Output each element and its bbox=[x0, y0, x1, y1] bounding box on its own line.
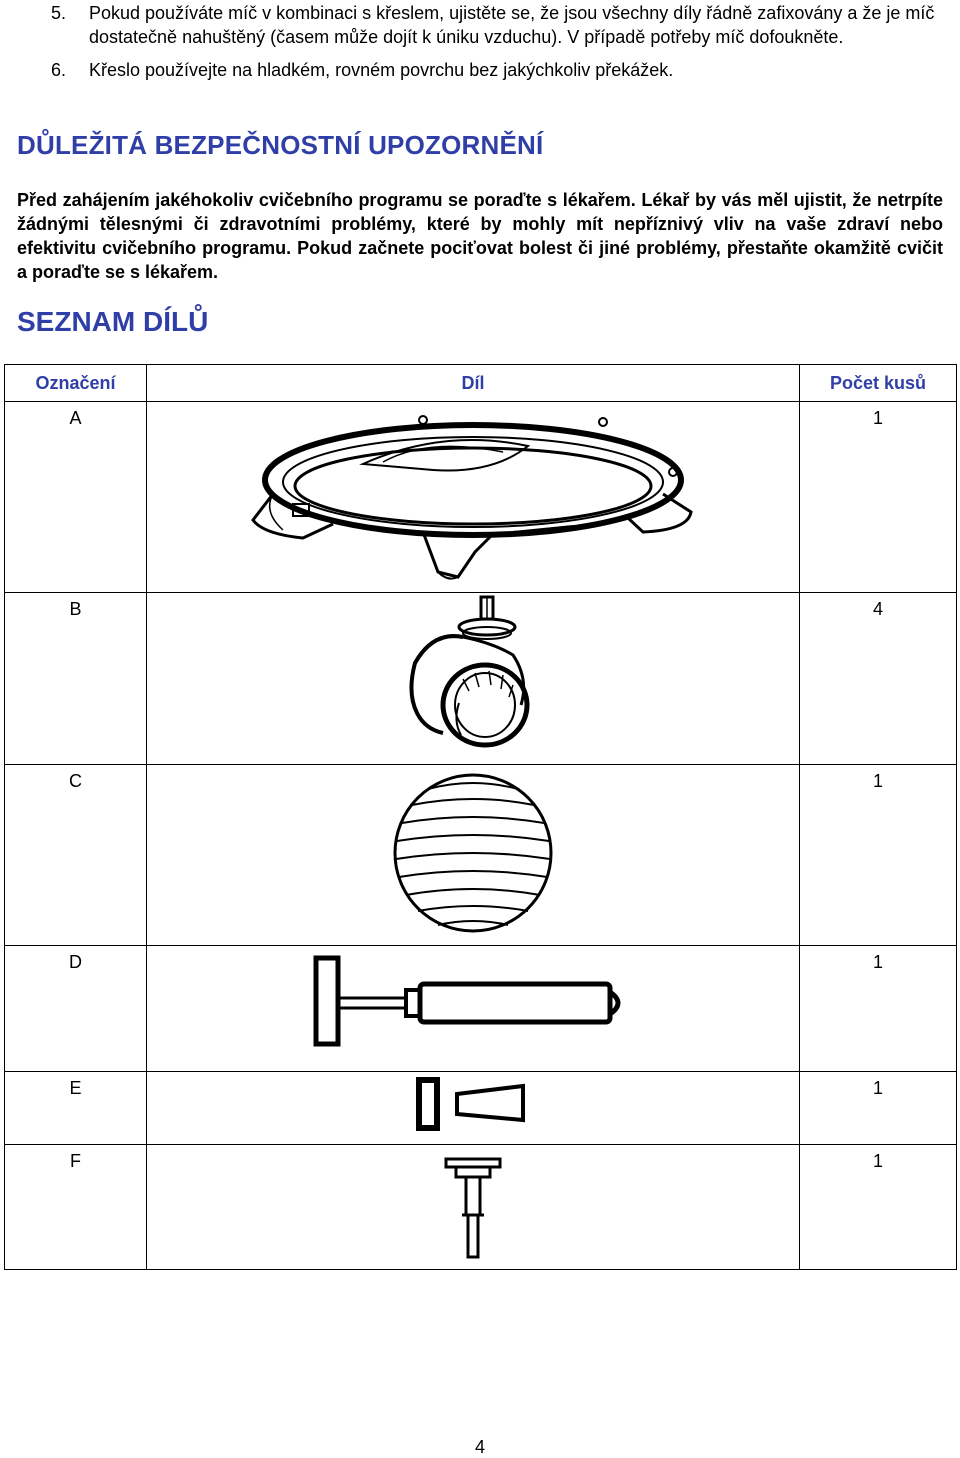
table-row bbox=[5, 593, 957, 765]
part-label: F bbox=[5, 1145, 147, 1270]
table-row bbox=[5, 1145, 957, 1270]
part-label: C bbox=[5, 765, 147, 946]
table-row bbox=[5, 946, 957, 1072]
instruction-item bbox=[48, 2, 946, 49]
safety-heading: DŮLEŽITÁ BEZPEČNOSTNÍ UPOZORNĚNÍ bbox=[17, 130, 544, 160]
instruction-text: Křeslo používejte na hladkém, rovném povrchu bez jakýchkoliv překážek. bbox=[89, 60, 674, 80]
part-label: D bbox=[5, 946, 147, 1072]
table-row bbox=[5, 1072, 957, 1145]
part-label: B bbox=[5, 593, 147, 765]
caster-wheel-icon bbox=[403, 593, 543, 761]
part-count: 1 bbox=[800, 946, 957, 1072]
instruction-item bbox=[48, 59, 946, 83]
table-header-row bbox=[5, 365, 957, 402]
instruction-text: Pokud používáte míč v kombinaci s křeslem, ujistěte se, že jsou všechny díly řádně zafixovány a že je míč dostatečně nahuštěný (časem může dojít k úniku vzduchu). V případě potřeby míč dofoukněte. bbox=[89, 3, 935, 47]
instruction-number: 5. bbox=[51, 3, 67, 23]
table-row bbox=[5, 765, 957, 946]
column-header-label: Označení bbox=[5, 365, 147, 402]
part-count: 1 bbox=[800, 1072, 957, 1145]
part-count: 1 bbox=[800, 402, 957, 593]
part-label: A bbox=[5, 402, 147, 593]
instruction-number: 6. bbox=[51, 60, 67, 80]
plug-adapter-icon bbox=[413, 1076, 533, 1136]
part-label: E bbox=[5, 1072, 147, 1145]
table-row bbox=[5, 402, 957, 593]
part-count: 4 bbox=[800, 593, 957, 765]
parts-heading: SEZNAM DÍLŮ bbox=[17, 306, 209, 337]
column-header-count: Počet kusů bbox=[800, 365, 957, 402]
part-count: 1 bbox=[800, 765, 957, 946]
valve-pin-icon bbox=[438, 1155, 508, 1267]
instruction-list bbox=[48, 2, 946, 83]
air-pump-icon bbox=[308, 954, 638, 1050]
page-number: 4 bbox=[474, 1437, 485, 1457]
parts-table bbox=[4, 364, 957, 1270]
chair-base-ring-icon bbox=[243, 402, 703, 590]
part-count: 1 bbox=[800, 1145, 957, 1270]
exercise-ball-icon bbox=[388, 765, 558, 941]
safety-text: Před zahájením jakéhokoliv cvičebního programu se poraďte s lékařem. Lékař by vás měl ujistit, že netrpíte žádnými tělesnými či zdravotními problémy, které by mohly mít nepříznivý vliv na vaše zdraví nebo efektivitu cvičebního programu. Pokud začnete pociťovat bolest či jiné problémy, přestaňte okamžitě cvičit a poraďte se s lékařem. bbox=[17, 190, 943, 282]
column-header-part: Díl bbox=[147, 365, 800, 402]
